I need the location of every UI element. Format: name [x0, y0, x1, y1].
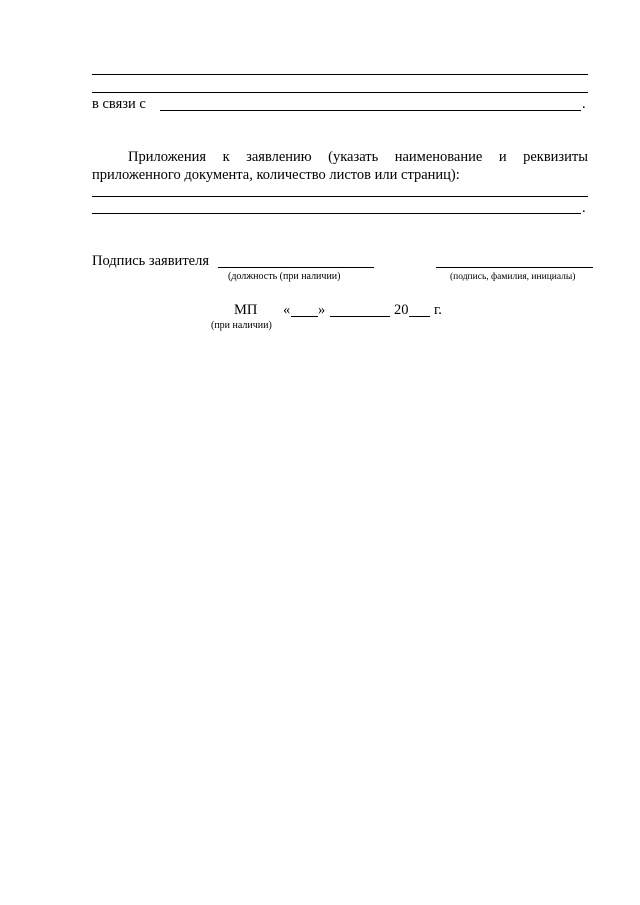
attachments-word: (указать: [328, 149, 379, 165]
date-year-blank: [409, 316, 430, 317]
signature-blank-line: [436, 267, 593, 268]
date-year-suffix: г.: [434, 302, 442, 318]
attachments-word: Приложения: [128, 149, 207, 165]
position-blank-line: [218, 267, 374, 268]
date-close-quote: »: [318, 302, 326, 318]
attachments-blank-line: [92, 196, 588, 197]
attachments-line-2: приложенного документа, количество листов или страниц):: [92, 167, 460, 183]
attachments-word: и: [498, 149, 507, 165]
blank-line: [92, 92, 588, 93]
attachments-line-1: [92, 148, 588, 166]
reason-period: .: [582, 96, 586, 112]
date-month-blank: [330, 316, 390, 317]
date-open-quote: «: [283, 302, 291, 318]
date-year-prefix: 20: [394, 302, 409, 318]
blank-line: [92, 74, 588, 75]
reason-blank-line: [160, 110, 581, 111]
attachments-word: реквизиты: [523, 149, 588, 165]
attachments-paragraph: [92, 148, 588, 184]
signature-label: Подпись заявителя: [92, 253, 209, 269]
stamp-caption: (при наличии): [211, 320, 272, 331]
signature-caption: (подпись, фамилия, инициалы): [450, 272, 576, 282]
reason-label: в связи с: [92, 96, 146, 112]
attachments-word: к: [222, 149, 230, 165]
attachments-blank-line: [92, 213, 581, 214]
attachments-word: наименование: [394, 149, 483, 165]
date-day-blank: [291, 316, 318, 317]
attachments-period: .: [582, 200, 586, 216]
attachments-word: заявлению: [246, 149, 312, 165]
position-caption: (должность (при наличии): [228, 271, 341, 282]
stamp-label: МП: [234, 302, 258, 318]
